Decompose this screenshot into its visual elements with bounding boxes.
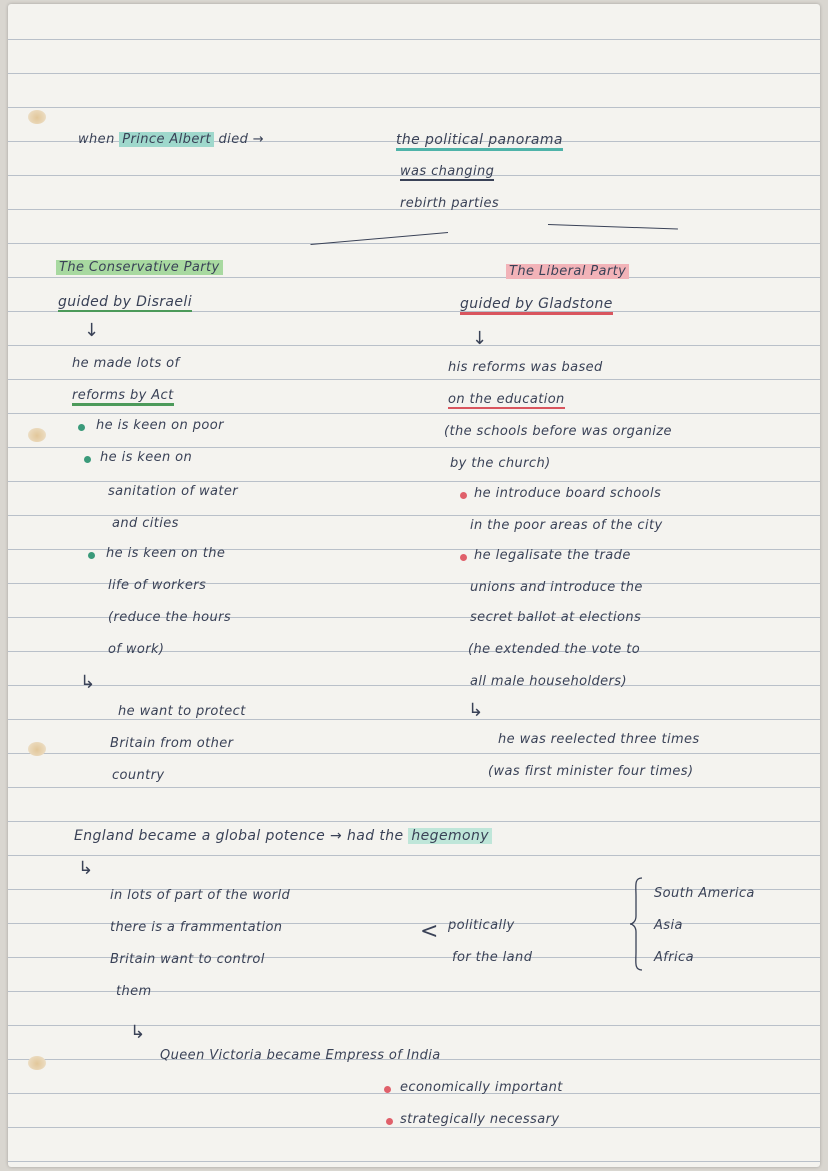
conservative-reforms-1: he made lots of (72, 356, 180, 371)
liberal-schools-1: (the schools before was organize (444, 424, 672, 439)
conservative-protect-1: he want to protect (118, 704, 246, 719)
england-lots-3: Britain want to control (110, 952, 265, 967)
hegemony-highlight: hegemony (408, 828, 492, 844)
bullet-icon (88, 552, 95, 559)
region-asia: Asia (654, 918, 683, 933)
political-panorama-text: the political panorama (396, 132, 563, 151)
branch-line-left (310, 232, 448, 245)
liberal-bullet-2e: all male householders) (470, 674, 627, 689)
bullet-icon (386, 1118, 393, 1125)
when-text: when (78, 132, 115, 147)
bullet-icon (384, 1086, 391, 1093)
conservative-title: The Conservative Party (56, 260, 223, 275)
bullet-icon (78, 424, 85, 431)
liberal-bullet-2d: (he extended the vote to (468, 642, 641, 657)
had-the-text: had the (346, 828, 404, 844)
prince-albert-highlight: Prince Albert (119, 132, 214, 147)
england-line (74, 828, 492, 844)
england-lots-4: them (116, 984, 152, 999)
politically-text: politically (448, 918, 515, 933)
bullet-icon (460, 492, 467, 499)
victoria-line: Queen Victoria became Empress of India (160, 1048, 441, 1063)
bullet-icon (84, 456, 91, 463)
conservative-reforms-2: reforms by Act (72, 388, 174, 406)
conservative-protect-3: country (112, 768, 165, 783)
notebook-page (8, 4, 820, 1167)
conservative-title-line (56, 260, 223, 276)
liberal-bullet-2b: unions and introduce the (470, 580, 643, 595)
turn-arrow-icon: ↳ (78, 858, 94, 879)
conservative-workers-2: (reduce the hours (108, 610, 232, 625)
conservative-guided: guided by Disraeli (58, 294, 192, 310)
liberal-reforms-1: his reforms was based (448, 360, 603, 375)
down-arrow-icon: ↓ (84, 320, 100, 341)
liberal-guided: guided by Gladstone (460, 296, 613, 315)
liberal-guided-line (460, 296, 613, 312)
turn-arrow-icon: ↳ (80, 672, 96, 693)
bullet-icon (460, 554, 467, 561)
conservative-workers-3: of work) (108, 642, 165, 657)
for-the-land-text: for the land (452, 950, 533, 965)
binder-hole (28, 110, 46, 124)
down-arrow-icon: ↓ (472, 328, 488, 349)
conservative-workers-1: life of workers (108, 578, 207, 593)
rebirth-parties-text: rebirth parties (400, 196, 500, 211)
victoria-bullet-1: economically important (400, 1080, 563, 1095)
conservative-sanitation-2: and cities (112, 516, 179, 531)
liberal-elected-2: (was first minister four times) (488, 764, 694, 779)
was-changing-line (400, 164, 494, 180)
england-lots-2: there is a frammentation (110, 920, 283, 935)
conservative-sanitation-1: sanitation of water (108, 484, 238, 499)
intro-line (78, 132, 264, 148)
less-than-symbol: < (420, 919, 439, 944)
region-south-america: South America (654, 886, 755, 901)
turn-arrow-icon: ↳ (468, 700, 484, 721)
branch-line-right (548, 224, 678, 230)
binder-hole (28, 1056, 46, 1070)
liberal-reforms-line (448, 392, 565, 408)
liberal-elected-1: he was reelected three times (498, 732, 700, 747)
victoria-line-wrap (160, 1048, 441, 1064)
right-arrow-icon: → (252, 132, 265, 147)
conservative-reforms-line (72, 388, 174, 404)
liberal-title: The Liberal Party (506, 264, 629, 279)
was-changing-text: was changing (400, 164, 495, 179)
conservative-protect-2: Britain from other (110, 736, 234, 751)
conservative-bullet-1: he is keen on poor (96, 418, 224, 433)
liberal-bullet-1a: he introduce board schools (474, 486, 662, 501)
conservative-bullet-3: he is keen on the (106, 546, 226, 561)
conservative-guided-line (58, 294, 192, 310)
liberal-schools-2: by the church) (450, 456, 551, 471)
binder-hole (28, 428, 46, 442)
liberal-reforms-2: on the education (448, 392, 565, 407)
right-arrow-icon: → (329, 828, 343, 844)
liberal-bullet-2c: secret ballot at elections (470, 610, 642, 625)
died-text: died (218, 132, 249, 147)
binder-hole (28, 742, 46, 756)
england-text: England became a global potence (74, 828, 326, 844)
liberal-bullet-2a: he legalisate the trade (474, 548, 631, 563)
brace-icon (628, 876, 644, 972)
liberal-bullet-1b: in the poor areas of the city (470, 518, 663, 533)
turn-arrow-icon: ↳ (130, 1022, 146, 1043)
england-lots-1: in lots of part of the world (110, 888, 291, 903)
victoria-bullet-2: strategically necessary (400, 1112, 560, 1127)
liberal-title-line (506, 264, 629, 280)
region-africa: Africa (654, 950, 694, 965)
conservative-bullet-2: he is keen on (100, 450, 193, 465)
